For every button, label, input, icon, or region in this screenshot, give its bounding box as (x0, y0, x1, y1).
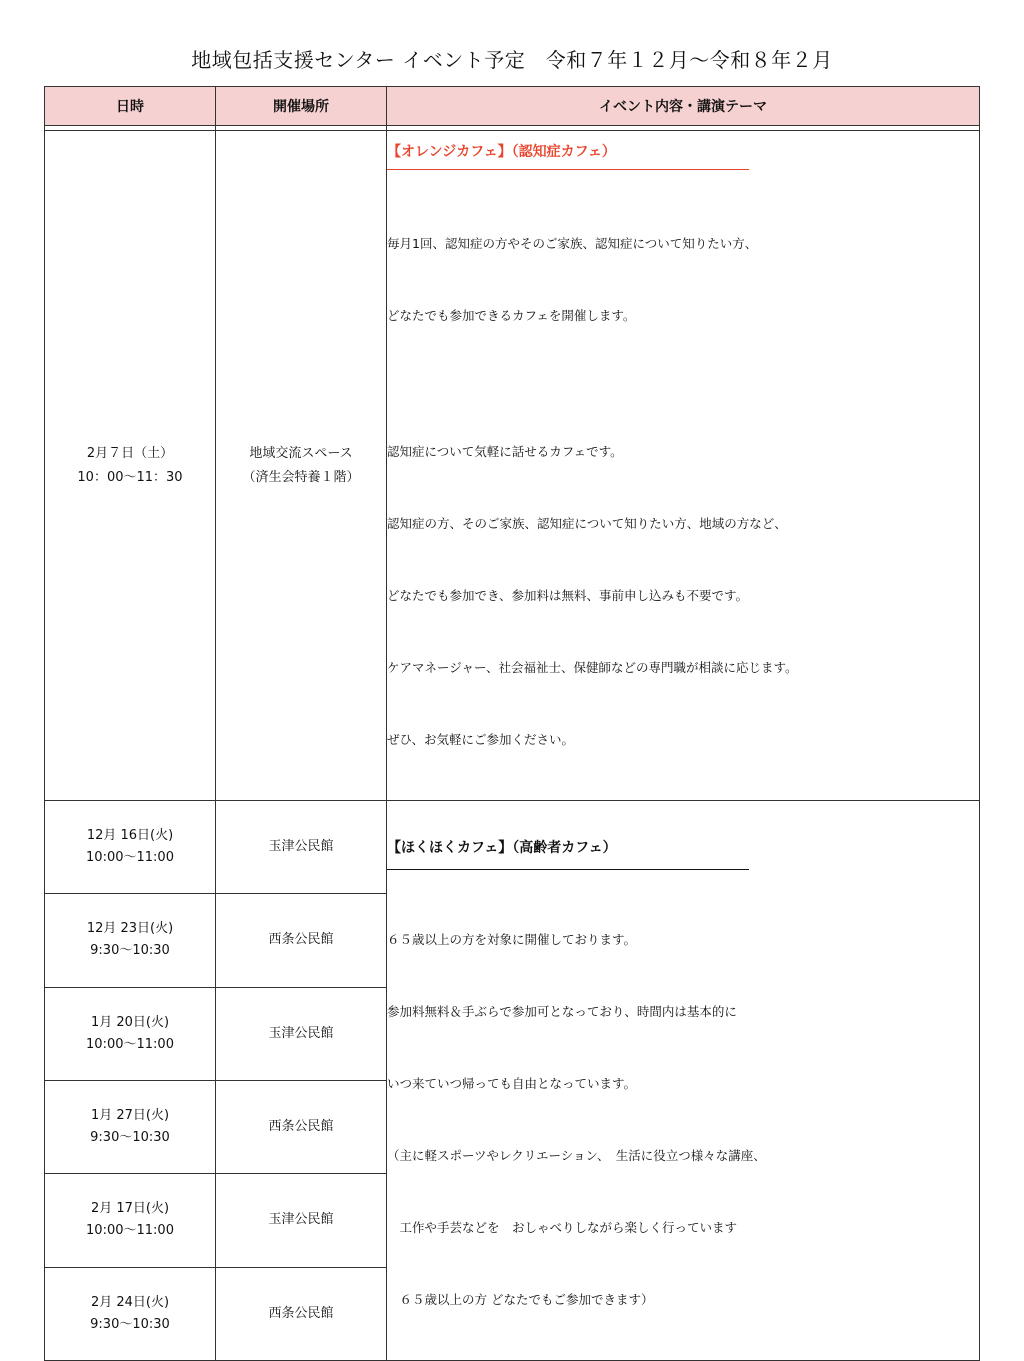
orange-cafe-place-name: 地域交流スペース (249, 445, 353, 461)
session-datetime (45, 1267, 216, 1360)
text-line: （主に軽スポーツやレクリエーション、 生活に役立つ様々な講座、 (387, 1148, 766, 1163)
orange-cafe-datetime (45, 131, 216, 801)
text-line: 工作や手芸などを おしゃべりしながら楽しく行っています (387, 1220, 738, 1235)
orange-cafe-place-note: （済生会特養１階） (242, 469, 360, 485)
hokuhoku-cafe-description (387, 880, 979, 1360)
session-time: 9:30～10:30 (90, 1130, 170, 1146)
text-line: ケアマネージャー、社会福祉士、保健師などの専門職が相談に応じます。 (387, 660, 798, 675)
orange-cafe-place (216, 131, 387, 801)
header-date: 日時 (45, 87, 216, 126)
session-place: 玉津公民館 (216, 1174, 387, 1267)
session-datetime (45, 987, 216, 1080)
session-date: 12月 23日(火) (86, 921, 174, 937)
session-date: 1月 20日(火) (90, 1014, 170, 1030)
text-line: 参加料無料＆手ぶらで参加可となっており、時間内は基本的に (387, 1004, 737, 1019)
hokuhoku-cafe-underline (387, 869, 749, 870)
text-line: 認知症の方、そのご家族、認知症について知りたい方、地域の方など、 (387, 516, 787, 531)
orange-cafe-underline (387, 169, 749, 170)
text-line: ６５歳以上の方 どなたでもご参加できます） (387, 1292, 654, 1307)
text-line: 毎月1回、認知症の方やそのご家族、認知症について知りたい方、 (387, 236, 758, 251)
orange-cafe-time: 10：00～11：30 (77, 469, 183, 485)
hokuhoku-cafe-title: 【ほくほくカフェ】（高齢者カフェ） (387, 840, 617, 856)
text-line: ぜひ、お気軽にご参加ください。 (387, 732, 575, 747)
page-title: 地域包括支援センター イベント予定 令和７年１２月～令和８年２月 (191, 48, 833, 72)
session-date: 1月 27日(火) (90, 1108, 170, 1124)
session-date: 2月 24日(火) (90, 1294, 170, 1310)
session-datetime (45, 1080, 216, 1173)
session-row (45, 801, 980, 894)
header-content: イベント内容・講演テーマ (387, 87, 980, 126)
session-place: 玉津公民館 (216, 801, 387, 894)
text-line: 認知症について気軽に話せるカフェです。 (387, 444, 623, 459)
session-place: 西条公民館 (216, 1080, 387, 1173)
session-place: 玉津公民館 (216, 987, 387, 1080)
orange-cafe-intro (387, 184, 979, 376)
session-date: 12月 16日(火) (86, 828, 174, 844)
session-time: 10:00～11:00 (86, 1223, 174, 1239)
session-place: 西条公民館 (216, 894, 387, 987)
orange-cafe-description (387, 392, 979, 800)
hokuhoku-cafe-content (387, 801, 980, 1361)
session-time: 10:00～11:00 (86, 850, 174, 866)
orange-cafe-content (387, 131, 980, 801)
text-line: ６５歳以上の方を対象に開催しております。 (387, 932, 637, 947)
session-datetime (45, 801, 216, 894)
session-datetime (45, 894, 216, 987)
orange-cafe-title: 【オレンジカフェ】（認知症カフェ） (387, 144, 616, 160)
text-line: いつ来ていつ帰っても自由となっています。 (387, 1076, 637, 1091)
session-date: 2月 17日(火) (90, 1201, 170, 1217)
text-line: どなたでも参加できるカフェを開催します。 (387, 308, 636, 323)
text-line: どなたでも参加でき、参加料は無料、事前申し込みも不要です。 (387, 588, 749, 603)
header-place: 開催場所 (216, 87, 387, 126)
session-time: 9:30～10:30 (90, 1316, 170, 1332)
orange-cafe-date: 2月７日（土） (86, 445, 174, 461)
orange-cafe-row (45, 131, 980, 801)
session-place: 西条公民館 (216, 1267, 387, 1360)
session-time: 9:30～10:30 (90, 943, 170, 959)
session-time: 10:00～11:00 (86, 1036, 174, 1052)
session-datetime (45, 1174, 216, 1267)
